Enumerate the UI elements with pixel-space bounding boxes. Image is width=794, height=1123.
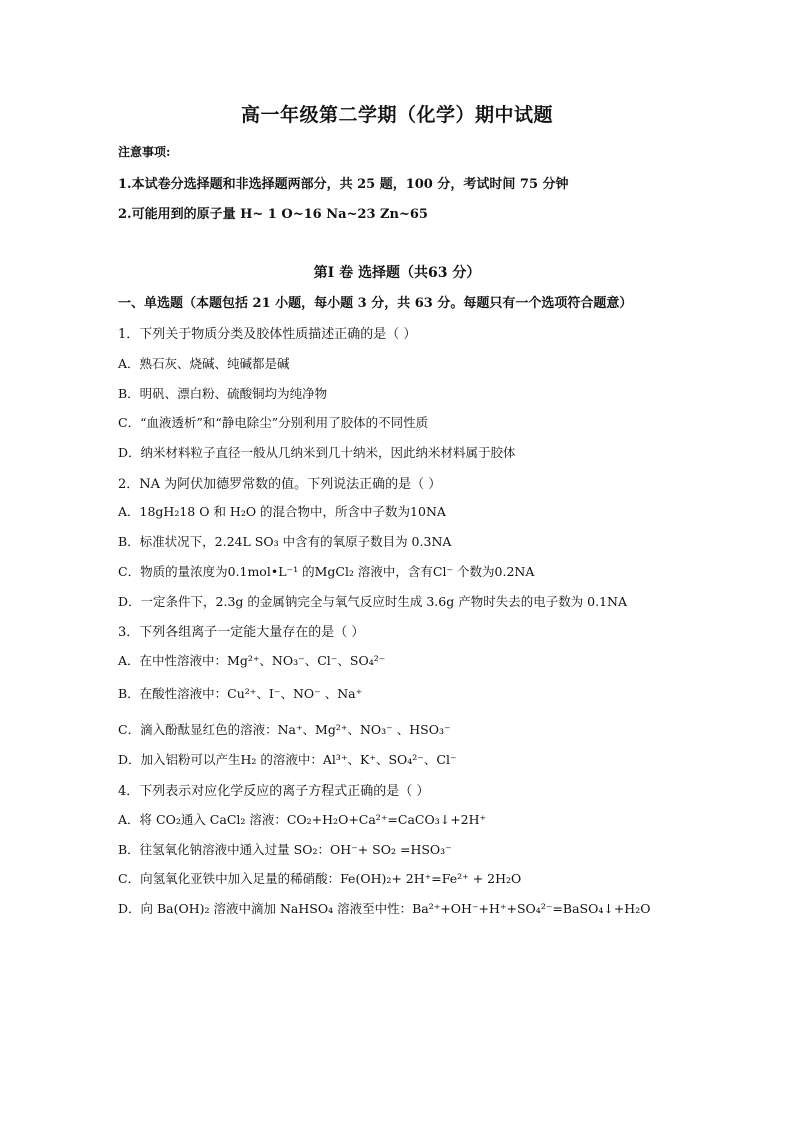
note-item: 2.可能用到的原子量 H~ 1 O~16 Na~23 Zn~65: [118, 207, 428, 222]
note-item: 1.本试卷分选择题和非选择题两部分，共 25 题，100 分，考试时间 75 分钟: [118, 177, 569, 192]
section-title: 第I 卷 选择题（共63 分）: [313, 265, 481, 281]
option: D．向 Ba(OH)₂ 溶液中滴加 NaHSO₄ 溶液至中性：Ba²⁺+OH⁻+H⁺+SO₄²⁻=BaSO₄↓+H₂O: [118, 901, 651, 916]
option: B．明矾、漂白粉、硫酸铜均为纯净物: [118, 386, 328, 401]
option: A．18gH₂18 O 和 H₂O 的混合物中，所含中子数为10NA: [118, 504, 446, 519]
notes-heading: 注意事项:: [118, 145, 171, 159]
section-instruction: 一、单选题（本题包括 21 小题，每小题 3 分，共 63 分。每题只有一个选项符合题意）: [118, 296, 633, 311]
question-stem: 3．下列各组离子一定能大量存在的是（ ）: [118, 625, 365, 640]
option: D．纳米材料粒子直径一般从几纳米到几十纳米，因此纳米材料属于胶体: [118, 445, 516, 460]
option: B．往氢氧化钠溶液中通入过量 SO₂：OH⁻+ SO₂ =HSO₃⁻: [118, 842, 452, 857]
option: D．一定条件下，2.3g 的金属钠完全与氧气反应时生成 3.6g 产物时失去的电子数为 0.1NA: [118, 594, 628, 609]
question-stem: 1．下列关于物质分类及胶体性质描述正确的是（ ）: [118, 327, 417, 342]
question-stem: 2．NA 为阿伏加德罗常数的值。下列说法正确的是（ ）: [118, 477, 442, 492]
exam-title: 高一年级第二学期（化学）期中试题: [240, 104, 553, 126]
option: C．滴入酚酞显红色的溶液：Na⁺、Mg²⁺、NO₃⁻ 、HSO₃⁻: [118, 722, 451, 737]
question-stem: 4．下列表示对应化学反应的离子方程式正确的是（ ）: [118, 784, 430, 799]
option: C．向氢氧化亚铁中加入足量的稀硝酸：Fe(OH)₂+ 2H⁺=Fe²⁺ + 2H₂O: [118, 871, 522, 886]
option: D．加入铝粉可以产生H₂ 的溶液中：Al³⁺、K⁺、SO₄²⁻、Cl⁻: [118, 752, 457, 767]
option: B．在酸性溶液中：Cu²⁺、I⁻、NO⁻ 、Na⁺: [118, 686, 363, 701]
option: B．标准状况下，2.24L SO₃ 中含有的氧原子数目为 0.3NA: [118, 534, 452, 549]
option: A．将 CO₂通入 CaCl₂ 溶液：CO₂+H₂O+Ca²⁺=CaCO₃↓+2H⁺: [118, 812, 487, 827]
option: C．“血液透析”和“静电除尘”分别利用了胶体的不同性质: [118, 415, 429, 430]
option: A．熟石灰、烧碱、纯碱都是碱: [118, 356, 290, 371]
option: C．物质的量浓度为0.1mol•L⁻¹ 的MgCl₂ 溶液中，含有Cl⁻ 个数为0.2NA: [118, 564, 535, 579]
option: A．在中性溶液中：Mg²⁺、NO₃⁻、Cl⁻、SO₄²⁻: [118, 653, 386, 668]
